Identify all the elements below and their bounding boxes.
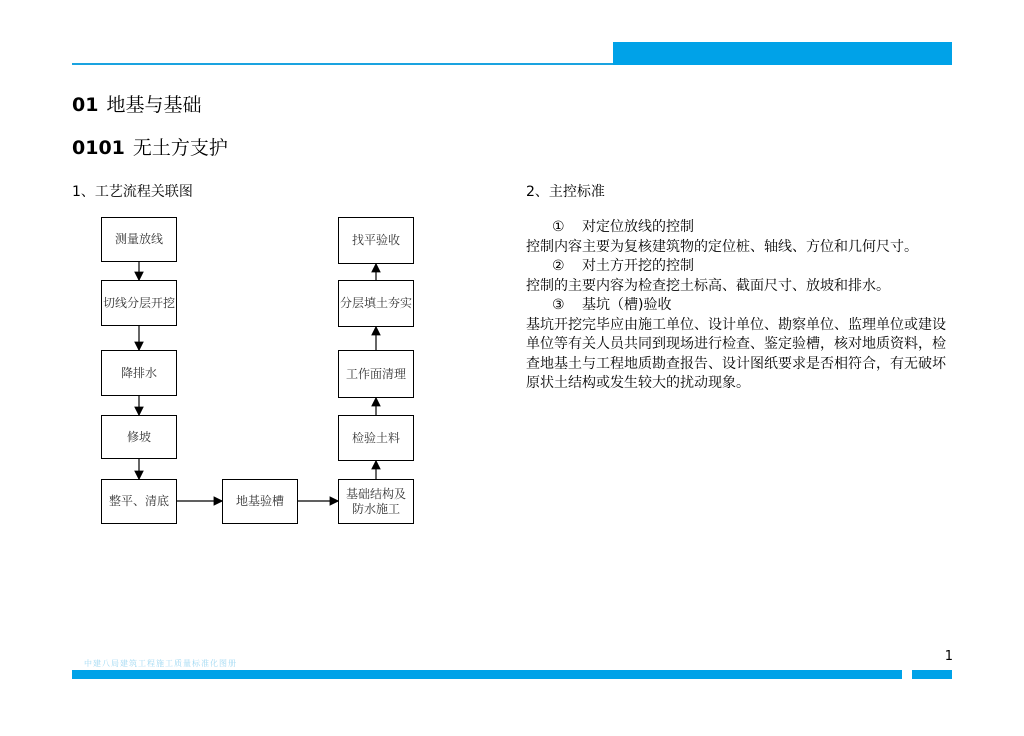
footer-bar-end bbox=[912, 670, 952, 679]
flow-step-clean-face: 工作面清理 bbox=[338, 350, 414, 398]
standards-section-title: 2、主控标准 bbox=[526, 184, 605, 200]
flow-step-excavate: 切线分层开挖 bbox=[101, 280, 177, 326]
section-number: 0101 bbox=[72, 137, 125, 159]
flow-step-level-clean: 整平、清底 bbox=[101, 479, 177, 524]
chapter-number: 01 bbox=[72, 94, 99, 116]
page-number: 1 bbox=[944, 649, 953, 664]
flow-section-title: 1、工艺流程关联图 bbox=[72, 184, 193, 200]
flow-step-dewater: 降排水 bbox=[101, 350, 177, 396]
item-title: 对定位放线的控制 bbox=[582, 219, 694, 235]
flow-step-check-soil: 检验土料 bbox=[338, 415, 414, 461]
flow-step-trim-slope: 修坡 bbox=[101, 415, 177, 459]
item-title: 基坑（槽)验收 bbox=[582, 297, 672, 313]
standard-item-body: 控制内容主要为复核建筑物的定位桩、轴线、方位和几何尺寸。 bbox=[526, 238, 918, 255]
standard-item-body: 基坑开挖完毕应由施工单位、设计单位、勘察单位、监理单位或建设单位等有关人员共同到现场进行检查、鉴定验槽，核对地质资料，检查地基土与工程地质勘查报告、设计图纸要求是否相符合，有无破坏原状土结构或发生较大的扰动现象。 bbox=[526, 316, 946, 391]
chapter-title: 地基与基础 bbox=[106, 94, 202, 116]
item-title: 对土方开挖的控制 bbox=[582, 258, 694, 274]
standards-list bbox=[526, 218, 956, 394]
item-number: ① bbox=[552, 219, 565, 235]
standard-item-title bbox=[526, 257, 956, 277]
standard-item-title bbox=[526, 218, 956, 238]
flow-step-inspect-trench: 地基验槽 bbox=[222, 479, 298, 524]
section-title: 无土方支护 bbox=[132, 137, 228, 159]
flow-step-backfill: 分层填土夯实 bbox=[338, 280, 414, 327]
footer-caption: 中建八局建筑工程施工质量标准化图册 bbox=[84, 659, 237, 668]
flow-step-level-accept: 找平验收 bbox=[338, 217, 414, 264]
item-number: ② bbox=[552, 258, 565, 274]
flow-step-foundation: 基础结构及防水施工 bbox=[338, 479, 414, 524]
standard-item-body: 控制的主要内容为检查挖土标高、截面尺寸、放坡和排水。 bbox=[526, 277, 890, 294]
standard-item-title bbox=[526, 296, 956, 316]
flow-step-survey: 测量放线 bbox=[101, 217, 177, 262]
footer-bar bbox=[72, 670, 902, 679]
item-number: ③ bbox=[552, 297, 565, 313]
